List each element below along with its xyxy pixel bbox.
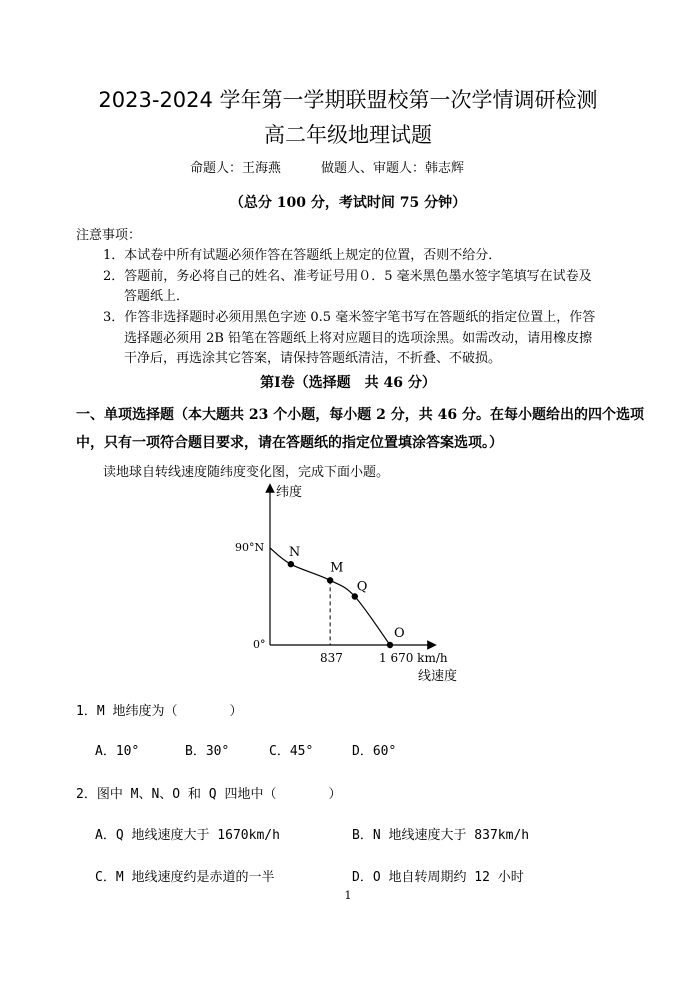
y-tick-top: 90°N: [235, 541, 265, 554]
q1-option-d[interactable]: D．60°: [352, 744, 397, 759]
q2-option-d[interactable]: D．O 地自转周期约 12 小时: [352, 870, 524, 885]
page-number: 1: [344, 889, 352, 902]
x-axis-label: 线速度: [418, 669, 458, 684]
reviewer-label: 做题人、审题人：韩志辉: [321, 161, 465, 176]
q1-option-b[interactable]: B．30°: [185, 744, 230, 759]
y-axis-label: 纬度: [276, 485, 303, 500]
part-instruction-line2: 中，只有一项符合题目要求，请在答题纸的指定位置填涂答案选项。）: [76, 435, 503, 451]
point-m-marker: [327, 577, 333, 583]
point-o-label: O: [394, 626, 405, 641]
point-o-marker: [387, 642, 393, 648]
point-n-marker: [288, 561, 294, 567]
x-tick-end: 1 670 km/h: [379, 651, 448, 665]
section-title: 第Ⅰ卷（选择题 共 46 分）: [260, 375, 436, 391]
question-intro: 读地球自转线速度随纬度变化图，完成下面小题。: [103, 465, 390, 480]
question-1-stem: 1．M 地纬度为（ ）: [76, 704, 243, 719]
notice-item: 3．作答非选择题时必须用黑色字迹 0.5 毫米签字笔书写在答题纸的指定位置上，作答: [103, 310, 596, 325]
q1-option-a[interactable]: A．10°: [95, 744, 140, 759]
notice-item: 选择题必须用 2B 铅笔在答题纸上将对应题目的选项涂黑。如需改动，请用橡皮擦: [124, 331, 593, 346]
question-2-stem: 2．图中 M、N、O 和 Q 四地中（ ）: [76, 787, 342, 802]
x-tick-mid: 837: [320, 651, 343, 665]
exam-title: 2023-2024 学年第一学期联盟校第一次学情调研检测: [98, 88, 598, 112]
score-time: （总分 100 分，考试时间 75 分钟）: [229, 195, 467, 211]
y-tick-origin: 0°: [253, 638, 266, 651]
author-label: 命题人：王海燕: [190, 161, 282, 176]
point-m-label: M: [330, 560, 344, 576]
point-q-label: Q: [356, 579, 368, 595]
notice-item: 干净后，再选涂其它答案，请保持答题纸清洁，不折叠、不破损。: [124, 351, 502, 366]
notice-item: 1．本试卷中所有试题必须作答在答题纸上规定的位置，否则不给分．: [103, 248, 502, 263]
exam-subtitle: 高二年级地理试题: [264, 123, 432, 147]
q2-option-b[interactable]: B．N 地线速度大于 837km/h: [352, 828, 530, 843]
q1-option-c[interactable]: C．45°: [269, 744, 314, 759]
point-n-label: N: [288, 545, 301, 561]
q2-option-c[interactable]: C．M 地线速度约是赤道的一半: [95, 870, 275, 885]
q2-option-a[interactable]: A．Q 地线速度大于 1670km/h: [95, 828, 280, 843]
notice-item: 答题纸上．: [124, 289, 190, 304]
part-instruction-line1: 一、单项选择题（本大题共 23 个小题，每小题 2 分，共 46 分。在每小题给出的四个选项: [76, 407, 644, 423]
notice-heading: 注意事项：: [76, 228, 142, 243]
notice-item: 2．答题前，务必将自己的姓名、准考证号用０．5 毫米黑色墨水签字笔填写在试卷及: [103, 269, 592, 284]
